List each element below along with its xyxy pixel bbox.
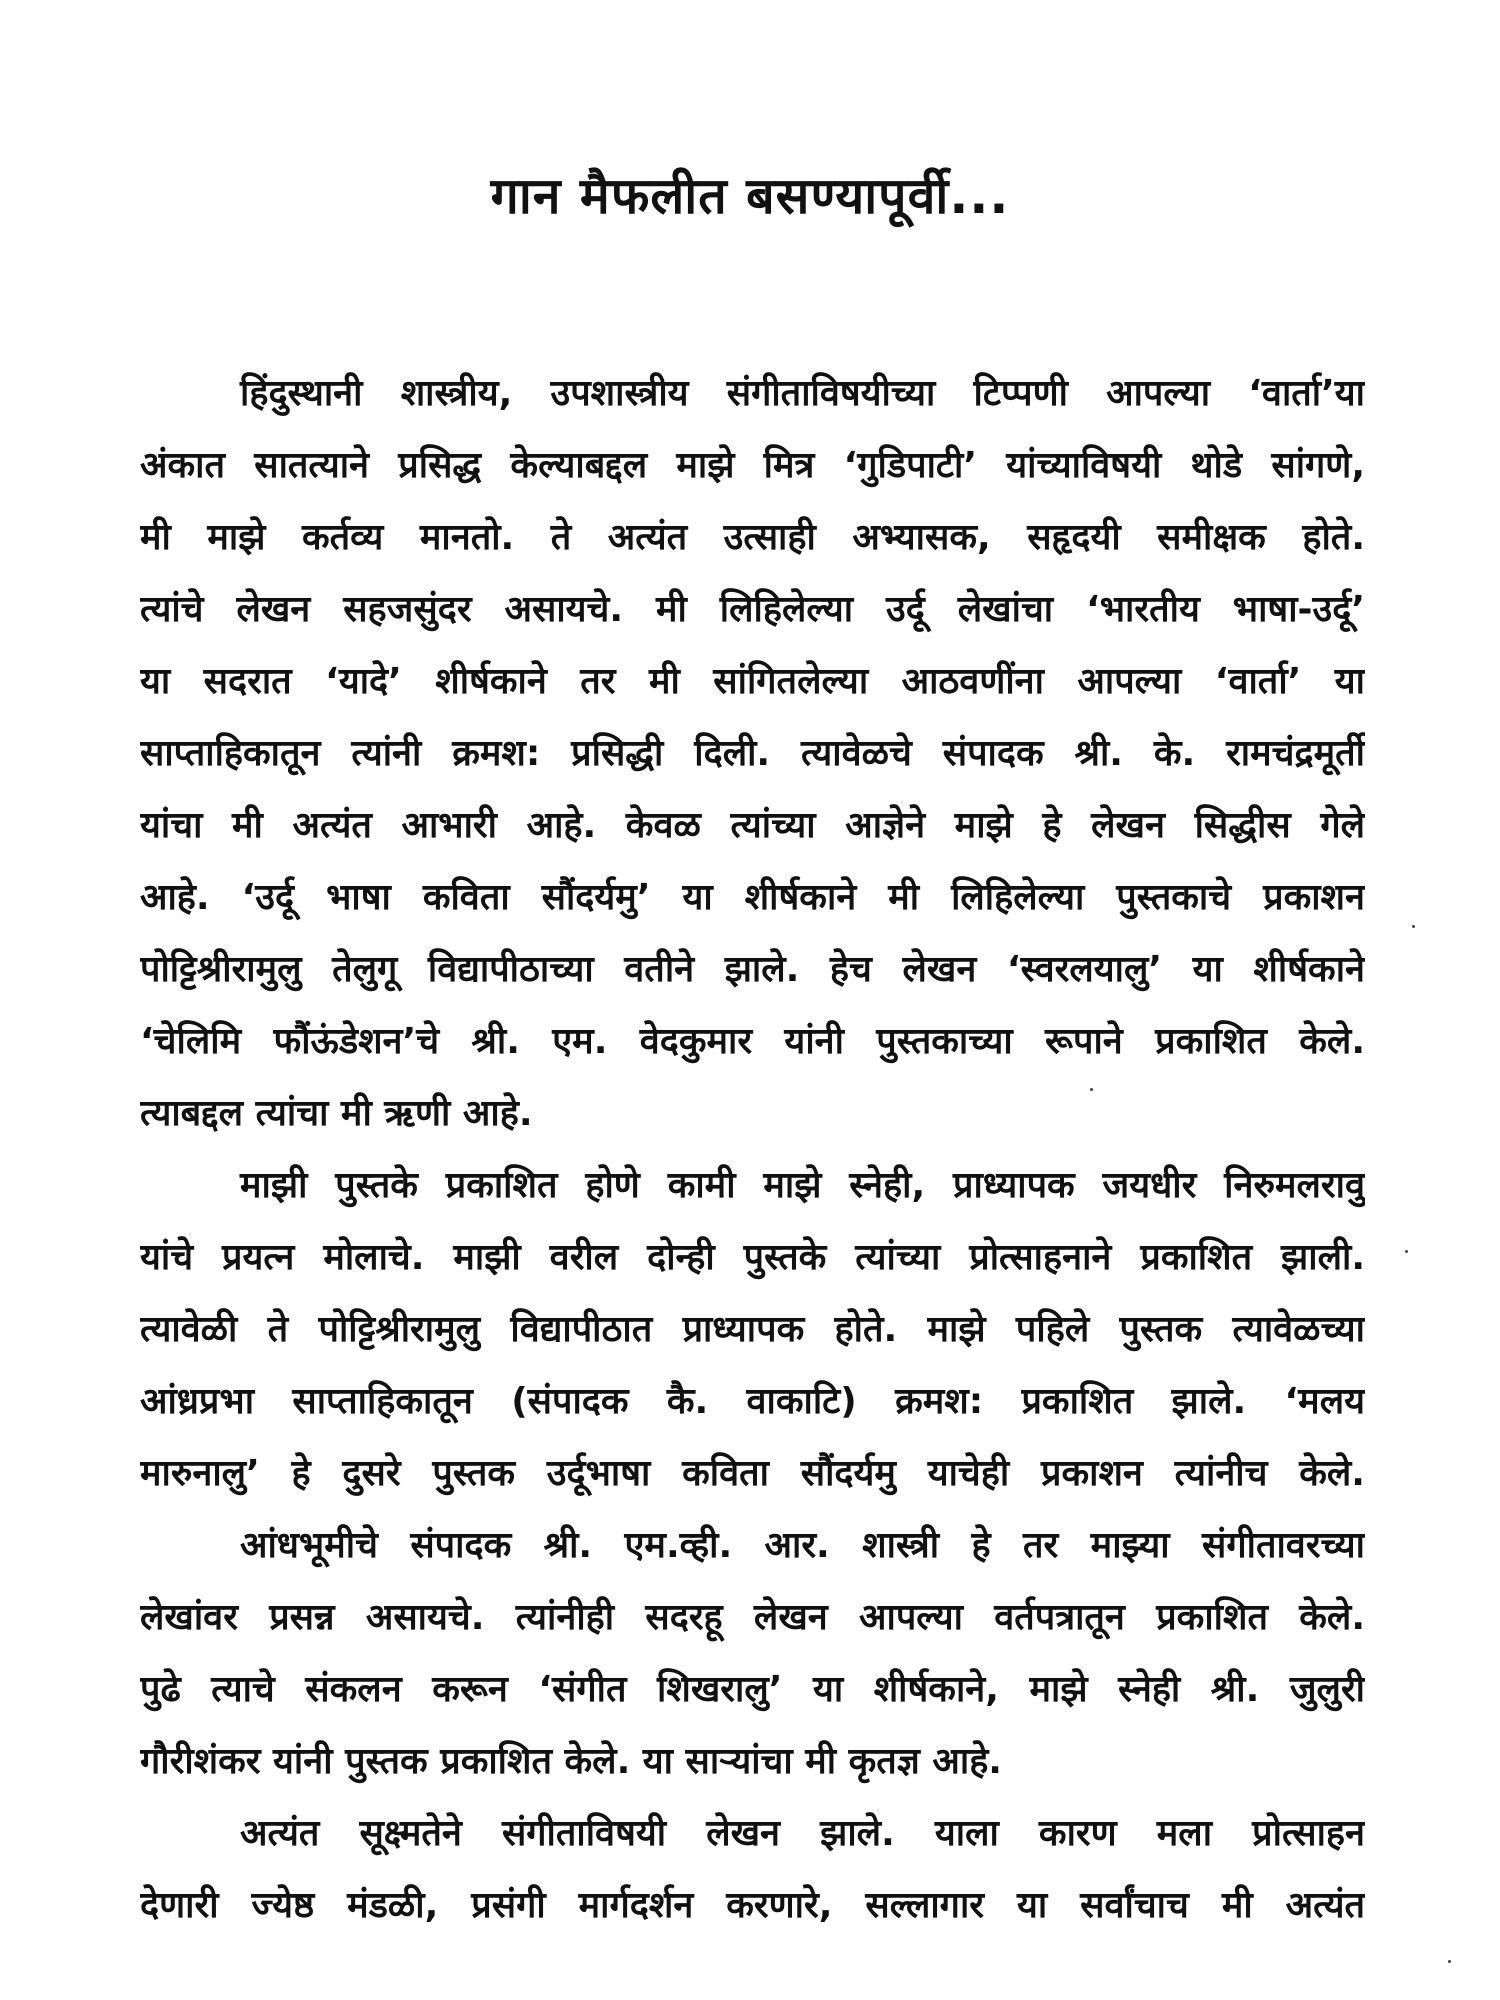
text-line: अंकात सातत्याने प्रसिद्ध केल्याबद्दल माझे मित्र ‘गुडिपाटी’ यांच्याविषयी थोडे सांगणे,	[140, 445, 1365, 486]
scan-speck	[1448, 1960, 1451, 1963]
text-line: हिंदुस्थानी शास्त्रीय, उपशास्त्रीय संगीताविषयीच्या टिप्पणी आपल्या ‘वार्ता’या	[240, 373, 1365, 414]
scan-speck	[1405, 1250, 1408, 1253]
body-text	[140, 358, 1365, 1942]
text-line: पुढे त्याचे संकलन करून ‘संगीत शिखरालु’ या शीर्षकाने, माझे स्नेही श्री. जुलुरी	[140, 1669, 1365, 1710]
text-line: माझी पुस्तके प्रकाशित होणे कामी माझे स्नेही, प्राध्यापक जयधीर निरुमलरावु	[240, 1165, 1365, 1206]
page-title: गान मैफलीत बसण्यापूर्वी...	[490, 167, 1010, 225]
text-line: मारुनालु’ हे दुसरे पुस्तक उर्दूभाषा कविता सौंदर्यमु याचेही प्रकाशन त्यांनीच केले.	[140, 1453, 1365, 1494]
text-line: मी माझे कर्तव्य मानतो. ते अत्यंत उत्साही अभ्यासक, सहृदयी समीक्षक होते.	[140, 517, 1365, 558]
text-line: त्याबद्दल त्यांचा मी ऋणी आहे.	[140, 1093, 533, 1134]
scan-speck	[1090, 1088, 1093, 1091]
text-line: ‘चेलिमि फौंऊंडेशन’चे श्री. एम. वेदकुमार यांनी पुस्तकाच्या रूपाने प्रकाशित केले.	[140, 1021, 1365, 1062]
scan-speck	[1412, 925, 1415, 928]
text-line: या सदरात ‘यादे’ शीर्षकाने तर मी सांगितलेल्या आठवणींना आपल्या ‘वार्ता’ या	[140, 661, 1365, 702]
text-line: यांचे प्रयत्न मोलाचे. माझी वरील दोन्ही पुस्तके त्यांच्या प्रोत्साहनाने प्रकाशित झाली.	[140, 1237, 1365, 1278]
text-line: त्यांचे लेखन सहजसुंदर असायचे. मी लिहिलेल्या उर्दू लेखांचा ‘भारतीय भाषा-उर्दू’	[140, 589, 1365, 630]
text-line: आहे. ‘उर्दू भाषा कविता सौंदर्यमु’ या शीर्षकाने मी लिहिलेल्या पुस्तकाचे प्रकाशन	[140, 877, 1365, 918]
text-line: गौरीशंकर यांनी पुस्तक प्रकाशित केले. या साऱ्यांचा मी कृतज्ञ आहे.	[140, 1741, 1002, 1782]
text-line: साप्ताहिकातून त्यांनी क्रमश: प्रसिद्धी दिली. त्यावेळचे संपादक श्री. के. रामचंद्रमूर्ती	[140, 733, 1365, 774]
text-line: लेखांवर प्रसन्न असायचे. त्यांनीही सदरहू लेखन आपल्या वर्तपत्रातून प्रकाशित केले.	[140, 1597, 1365, 1638]
text-line: देणारी ज्येष्ठ मंडळी, प्रसंगी मार्गदर्शन करणारे, सल्लागार या सर्वांचाच मी अत्यंत	[140, 1885, 1365, 1926]
text-line: त्यावेळी ते पोट्टिश्रीरामुलु विद्यापीठात प्राध्यापक होते. माझे पहिले पुस्तक त्यावेळच्या	[140, 1309, 1365, 1350]
text-line: आंध्रप्रभा साप्ताहिकातून (संपादक कै. वाकाटि) क्रमश: प्रकाशित झाले. ‘मलय	[140, 1381, 1365, 1422]
text-line: अत्यंत सूक्ष्मतेने संगीताविषयी लेखन झाले. याला कारण मला प्रोत्साहन	[240, 1813, 1365, 1854]
text-line: आंधभूमीचे संपादक श्री. एम.व्ही. आर. शास्त्री हे तर माझ्या संगीतावरच्या	[240, 1525, 1365, 1566]
text-line: पोट्टिश्रीरामुलु तेलुगू विद्यापीठाच्या वतीने झाले. हेच लेखन ‘स्वरलयालु’ या शीर्षकाने	[140, 949, 1365, 990]
text-line: यांचा मी अत्यंत आभारी आहे. केवळ त्यांच्या आज्ञेने माझे हे लेखन सिद्धीस गेले	[140, 805, 1365, 846]
